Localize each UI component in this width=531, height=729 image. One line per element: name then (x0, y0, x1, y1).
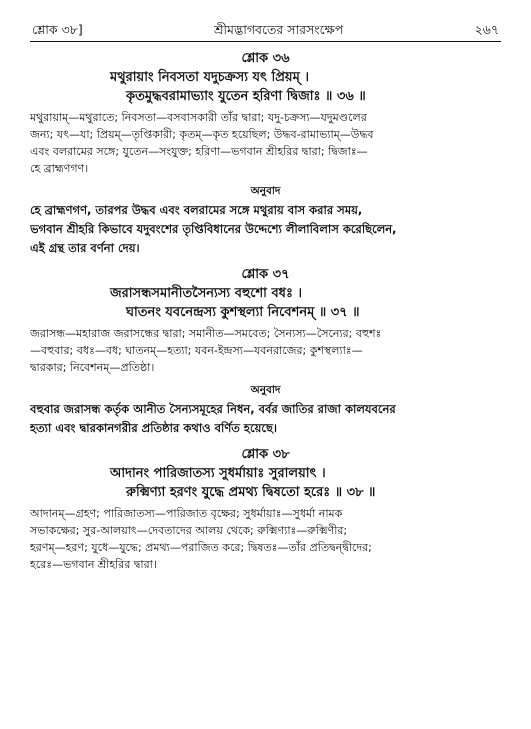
synonym-line: আদানম্—গ্রহণ; পারিজাতস্য—পারিজাত বৃক্ষের; সুধর্মায়াঃ—সুধর্মা নামক (30, 507, 343, 520)
header-verse-ref: শ্লোক ৩৮] (32, 22, 83, 37)
synonym-line: দ্বারকার; নিবেশনম্—প্রতিষ্ঠা। (30, 361, 155, 374)
translation-line: হত্যা এবং দ্বারকানগরীর প্রতিষ্ঠার কথাও বর্ণিত হয়েছে। (30, 421, 278, 435)
header-page-number: ২৬৭ (474, 22, 499, 37)
synonym-line: মথুরায়াম্—মথুরাতে; নিবসতা—বসবাসকারী তাঁর দ্বারা; যদু-চক্রস্য—যদুমণ্ডলের (30, 111, 367, 124)
header-rule (30, 41, 501, 42)
synonym-line: এবং বলরামের সঙ্গে; যুতেন—সংযুক্ত; হরিণা—ভগবান শ্রীহরির দ্বারা; দ্বিজাঃ— (30, 145, 368, 158)
verse-line: রুক্মিণ্যা হরণং যুদ্ধে প্রমথ্য দ্বিষতো হরেঃ ॥ ৩৮ ॥ (126, 485, 376, 500)
verse-heading: শ্লোক ৩৮ (241, 447, 290, 462)
verse-text (30, 68, 501, 106)
verse-text (30, 284, 501, 322)
verse-text (30, 464, 501, 502)
synonyms (30, 505, 501, 573)
translation-heading: অনুবাদ (250, 384, 281, 396)
verse-heading: শ্লোক ৩৭ (241, 267, 290, 282)
translation (30, 201, 501, 258)
verse-block-37 (30, 266, 501, 438)
verse-block-36 (30, 50, 501, 258)
running-header (30, 22, 501, 41)
verse-line: আদানং পারিজাতস্য সুধর্মায়াঃ সুরালয়াৎ । (110, 466, 326, 481)
synonym-line: জন্য; যৎ—যা; প্রিয়ম্—তৃপ্তিকারী; কৃতম্—কৃত হয়েছিল; উদ্ধব-রামাভ্যাম্—উদ্ধব (30, 128, 374, 141)
verse-block-38 (30, 446, 501, 573)
translation-line: ভগবান শ্রীহরি কিভাবে যদুবংশের তৃপ্তিবিধানের উদ্দেশ্যে লীলাবিলাস করেছিলেন, (30, 222, 397, 236)
synonyms (30, 325, 501, 376)
header-book-title: শ্রীমদ্ভাগবতের সারসংক্ষেপ (214, 22, 344, 37)
verse-heading: শ্লোক ৩৬ (241, 51, 290, 66)
synonym-line: জরাসন্ধ—মহারাজ জরাসন্ধের দ্বারা; সমানীত—সমবেত; সৈন্যস্য—সৈন্যের; বহুশঃ (30, 327, 382, 340)
synonym-line: হরণম্—হরণ; যুধে—যুদ্ধে; প্রমথ্য—পরাজিত করে; দ্বিষতঃ—তাঁর প্রতিদ্বন্দ্বীদের; (30, 541, 372, 554)
synonym-line: সভাকক্ষের; সুর-আলয়াৎ—দেবতাদের আলয় থেকে; রুক্মিণ্যাঃ—রুক্মিণীর; (30, 524, 348, 537)
translation-line: হে ব্রাহ্মণগণ, তারপর উদ্ধব এবং বলরামের সঙ্গে মথুরায় বাস করার সময়, (30, 203, 363, 217)
synonym-line: হরেঃ—ভগবান শ্রীহরির দ্বারা। (30, 558, 157, 571)
verse-line: জরাসন্ধসমানীতসৈন্যস্য বহুশো বধঃ । (110, 286, 303, 301)
translation-line: বহুবার জরাসন্ধ কর্তৃক আনীত সৈন্যসমূহের নিধন, বর্বর জাতির রাজা কালযবনের (30, 402, 396, 416)
synonym-line: —বহুবার; বধঃ—বধ; ঘাতনম্—হত্যা; যবন-ইন্দ্রস্য—যবনরাজের; কুশস্থল্যাঃ— (30, 344, 363, 357)
verse-line: ঘাতনং যবনেন্দ্রস্য কুশস্থল্যা নিবেশনম্ ॥ ৩৭ ॥ (126, 305, 360, 320)
translation-heading: অনুবাদ (250, 185, 281, 197)
verse-line: মথুরায়াং নিবসতা যদুচক্রস্য যৎ প্রিয়ম্ । (110, 70, 309, 85)
synonyms (30, 109, 501, 177)
translation (30, 400, 501, 438)
verse-line: কৃতমুদ্ধবরামাভ্যাং যুতেন হরিণা দ্বিজাঃ ॥ ৩৬ ॥ (126, 89, 366, 104)
translation-line: এই গ্রন্থ তার বর্ণনা দেয়। (30, 241, 140, 255)
synonym-line: হে ব্রাহ্মণগণ। (30, 162, 89, 175)
